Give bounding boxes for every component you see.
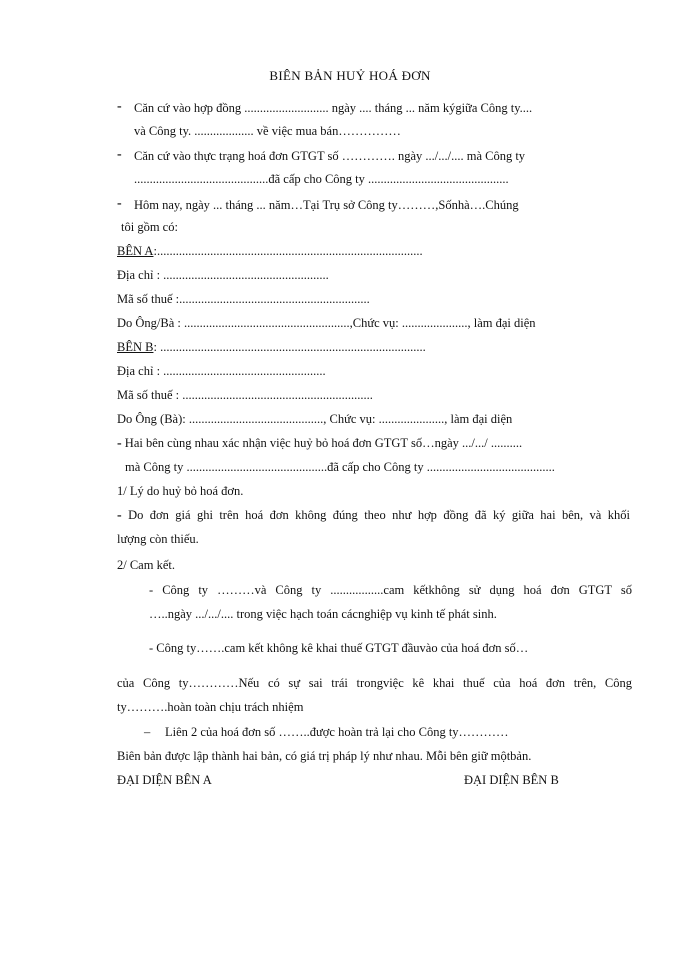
party-a-tax-code: Mã số thuế :............................................................. bbox=[117, 292, 370, 306]
confirmation-text: Hai bên cùng nhau xác nhận việc huỷ bỏ hoá đơn GTGT số…ngày .../.../ .......... bbox=[124, 436, 523, 450]
basis-invoice-line2: ...........................................đã cấp cho Công ty ............................................. bbox=[134, 172, 509, 186]
confirmation-line1 bbox=[117, 435, 522, 452]
bullet-icon: - bbox=[117, 99, 122, 114]
commitment2-line2: của Công ty…………Nếu có sự sai trái trongviệc kê khai thuế của hoá đơn trên, Công bbox=[117, 676, 632, 690]
bullet-icon: - bbox=[117, 508, 122, 523]
party-a-label: BÊN A bbox=[117, 244, 154, 258]
party-a-heading bbox=[117, 243, 423, 259]
dash-icon: – bbox=[144, 725, 151, 739]
bullet-icon: - bbox=[117, 436, 122, 451]
basis-invoice-line1: Căn cứ vào thực trạng hoá đơn GTGT số …………. ngày .../.../.... mà Công ty bbox=[134, 149, 526, 163]
commitment1-line2: …..ngày .../.../.... trong việc hạch toán cácnghiệp vụ kinh tế phát sinh. bbox=[149, 607, 497, 621]
confirmation-line2: mà Công ty .............................................đã cấp cho Công ty ......................................... bbox=[125, 460, 555, 474]
commitment2-line1: - Công ty…….cam kết không kê khai thuế GTGT đầuvào của hoá đơn số… bbox=[149, 641, 529, 655]
reason-text: Do đơn giá ghi trên hoá đơn không đúng theo như hợp đồng đã ký giữa hai bên, và khối bbox=[128, 508, 630, 522]
basis-contract-line1: Căn cứ vào hợp đồng ........................... ngày .... tháng ... năm kýgiữa Công ty.... bbox=[134, 101, 533, 115]
party-b-label: BÊN B bbox=[117, 340, 154, 354]
signature-party-b: ĐẠI DIỆN BÊN B bbox=[464, 773, 559, 787]
party-b-heading bbox=[117, 339, 426, 355]
meeting-line2: tôi gồm có: bbox=[121, 220, 178, 234]
commitment-heading: 2/ Cam kết. bbox=[117, 558, 175, 572]
bullet-icon: - bbox=[117, 196, 122, 211]
commitment2-line3: ty……….hoàn toàn chịu trách nhiệm bbox=[117, 700, 304, 714]
commitment1-line1: - Công ty ………và Công ty .................cam kếtkhông sử dụng hoá đơn GTGT số bbox=[149, 583, 632, 597]
commitment3: Liên 2 của hoá đơn số ……..được hoàn trả lại cho Công ty………… bbox=[165, 725, 509, 739]
reason-line1 bbox=[117, 507, 630, 524]
party-b-tax-code: Mã số thuế : ............................................................. bbox=[117, 388, 373, 402]
party-a-representative: Do Ông/Bà : .....................................................,Chức vụ: ....................., làm đại diện bbox=[117, 316, 536, 330]
party-a-address: Địa chỉ : ..................................................... bbox=[117, 268, 329, 282]
party-b-representative: Do Ông (Bà): ..........................................., Chức vụ: ....................., làm đại diện bbox=[117, 412, 513, 426]
document-title: BIÊN BẢN HUỶ HOÁ ĐƠN bbox=[269, 68, 431, 83]
closing-statement: Biên bản được lập thành hai bản, có giá trị pháp lý như nhau. Mỗi bên giữ mộtbản. bbox=[117, 749, 532, 763]
party-b-name-blank: : ..................................................................................... bbox=[153, 340, 426, 354]
signature-party-a: ĐẠI DIỆN BÊN A bbox=[117, 773, 212, 787]
bullet-icon: - bbox=[117, 147, 122, 162]
party-a-name-blank: :..................................................................................... bbox=[153, 244, 423, 258]
basis-contract-line2: và Công ty. ................... về việc mua bán…………… bbox=[134, 124, 401, 138]
meeting-line1: Hôm nay, ngày ... tháng ... năm…Tại Trụ sở Công ty………,Sốnhà….Chúng bbox=[134, 198, 519, 212]
reason-line2: lượng còn thiếu. bbox=[117, 532, 199, 546]
party-b-address: Địa chỉ : .................................................... bbox=[117, 364, 326, 378]
reason-heading: 1/ Lý do huỷ bỏ hoá đơn. bbox=[117, 484, 244, 498]
